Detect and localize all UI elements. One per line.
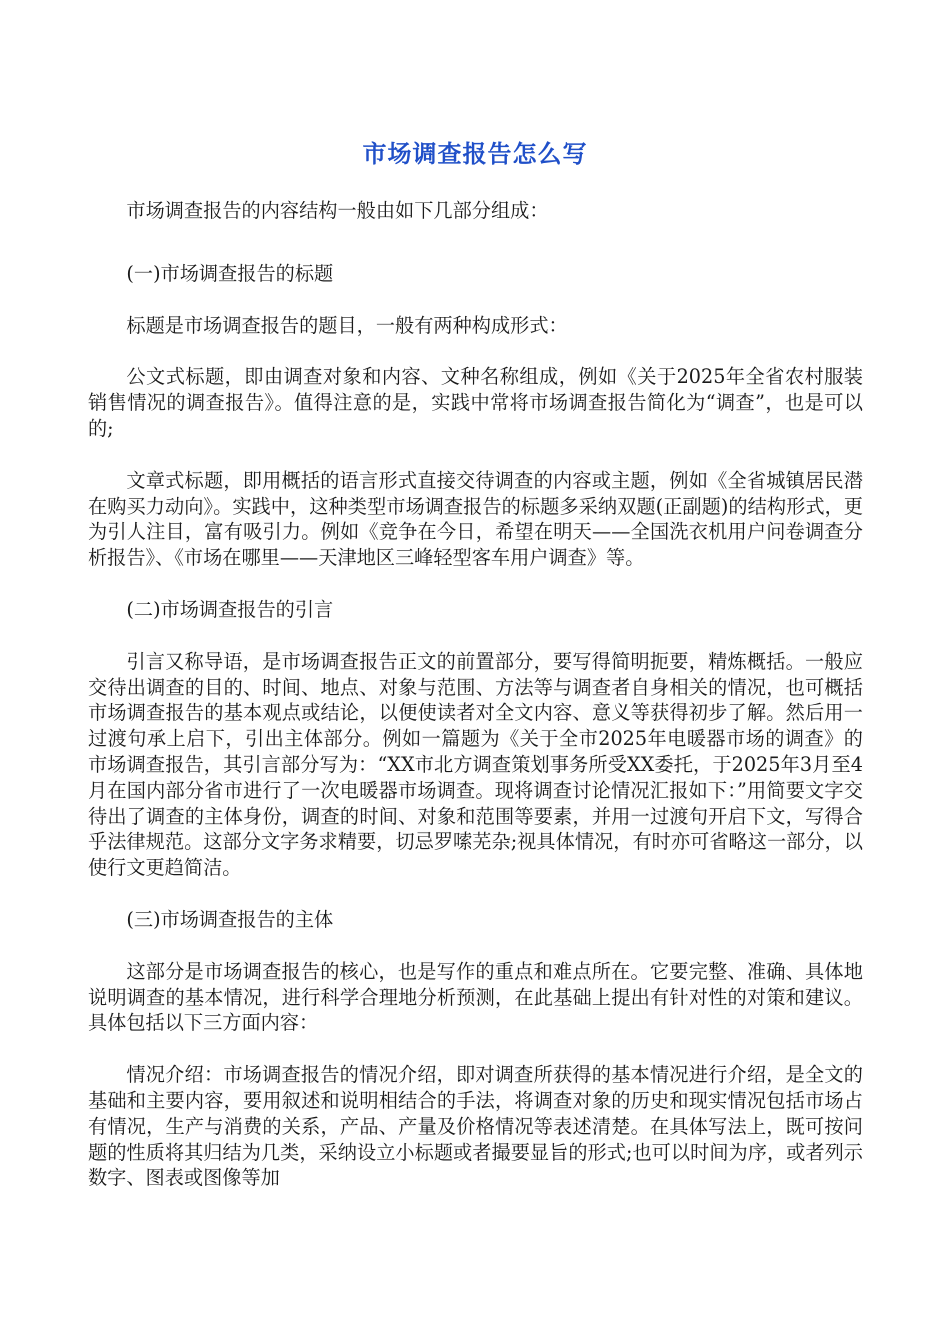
paragraph-title-forms: 标题是市场调查报告的题目，一般有两种构成形式： [126,313,568,337]
paragraph-situation: 情况介绍：市场调查报告的情况介绍，即对调查所获得的基本情况进行介绍，是全文的基础和主要内容，要用叙述和说明相结合的手法，将调查对象的历史和现实情况包括市场占有情况，生产与消费的关系，产品、产量及价格情况等表述清楚。在具体写法上，既可按问题的性质将其归结为几类，采纳设立小标题或者撮要显旨的形式;也可以时间为序，或者列示数字、图表或图像等加 [88,1063,863,1190]
section-heading-introduction: (二)市场调查报告的引言 [126,597,334,621]
section-heading-main-body: (三)市场调查报告的主体 [126,907,334,931]
paragraph-introduction: 引言又称导语，是市场调查报告正文的前置部分，要写得简明扼要，精炼概括。一般应交待出调查的目的、时间、地点、对象与范围、方法等与调查者自身相关的情况，也可概括市场调查报告的基本观点或结论，以便使读者对全文内容、意义等获得初步了解。然后用一过渡句承上启下，引出主体部分。例如一篇题为《关于全市2025年电暖器市场的调查》的市场调查报告，其引言部分写为：“XX市北方调查策划事务所受XX委托，于2025年3月至4月在国内部分省市进行了一次电暖器市场调查。现将调查讨论情况汇报如下：”用简要文字交待出了调查的主体身份，调查的时间、对象和范围等要素，并用一过渡句开启下文，写得合乎法律规范。这部分文字务求精要，切忌罗嗦芜杂;视具体情况，有时亦可省略这一部分，以使行文更趋简洁。 [88,649,863,880]
document-body [88,198,863,1191]
paragraph-official-title: 公文式标题，即由调查对象和内容、文种名称组成，例如《关于2025年全省农村服装销售情况的调查报告》。值得注意的是，实践中常将市场调查报告简化为“调查”，也是可以的; [88,365,863,440]
paragraph-article-title: 文章式标题，即用概括的语言形式直接交待调查的内容或主题，例如《全省城镇居民潜在购买力动向》。实践中，这种类型市场调查报告的标题多采纳双题(正副题)的结构形式，更为引人注目，富有吸引力。例如《竞争在今日，希望在明天——全国洗衣机用户问卷调查分析报告》、《市场在哪里——天津地区三峰轻型客车用户调查》等。 [88,468,863,570]
intro-paragraph: 市场调查报告的内容结构一般由如下几部分组成： [126,199,549,222]
paragraph-main-body: 这部分是市场调查报告的核心，也是写作的重点和难点所在。它要完整、准确、具体地说明调查的基本情况，进行科学合理地分析预测，在此基础上提出有针对性的对策和建议。具体包括以下三方面内容： [88,959,863,1035]
section-heading-title: (一)市场调查报告的标题 [126,261,334,285]
document-title: 市场调查报告怎么写 [362,140,588,168]
